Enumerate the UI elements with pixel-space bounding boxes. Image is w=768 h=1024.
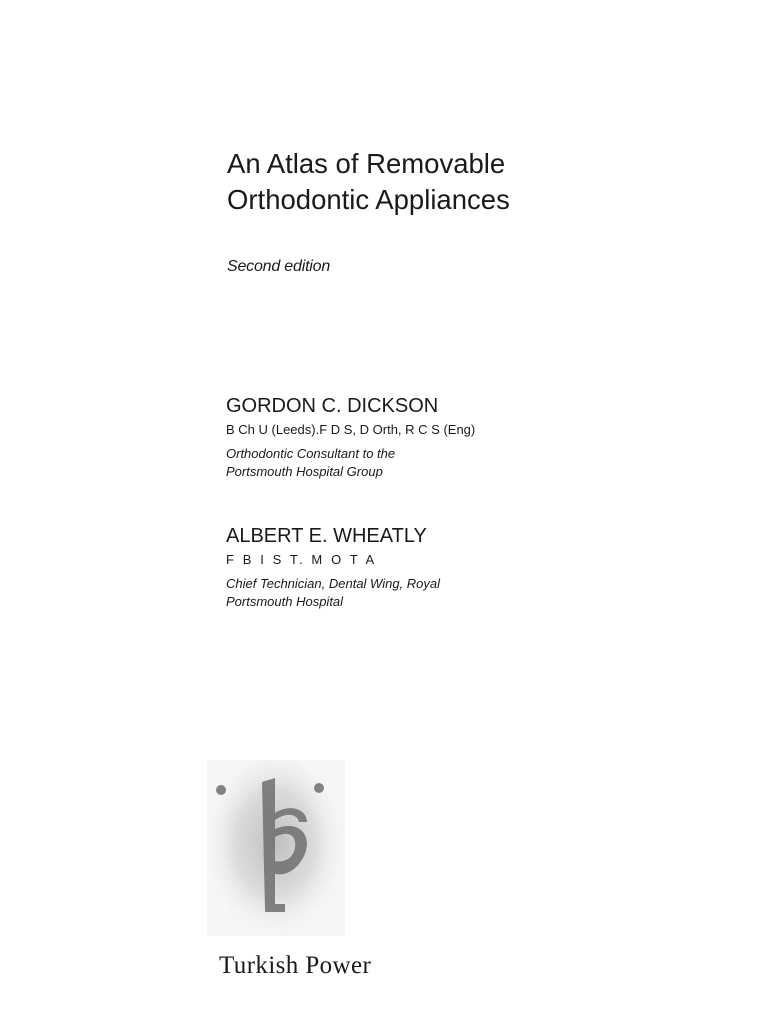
author-role-line-1: Chief Technician, Dental Wing, Royal	[226, 576, 441, 591]
author-role	[226, 575, 706, 611]
book-title	[227, 146, 707, 218]
author-block-wheatly	[226, 523, 706, 611]
author-qualifications: B Ch U (Leeds).F D S, D Orth, R C S (Eng)	[226, 422, 476, 437]
book-title-line-1: An Atlas of Removable	[227, 148, 506, 179]
author-role-line-2: Portsmouth Hospital Group	[226, 464, 383, 479]
publisher-logo-icon	[207, 760, 345, 936]
author-qualifications: F B I S T. M O T A	[226, 552, 377, 567]
edition-label: Second edition	[227, 258, 331, 275]
author-role	[226, 445, 706, 481]
author-name: GORDON C. DICKSON	[226, 395, 439, 417]
author-name: ALBERT E. WHEATLY	[226, 525, 427, 547]
author-block-dickson	[226, 393, 706, 481]
book-title-line-2: Orthodontic Appliances	[227, 184, 510, 215]
author-role-line-2: Portsmouth Hospital	[226, 594, 344, 609]
author-role-line-1: Orthodontic Consultant to the	[226, 446, 396, 461]
publisher-name: Turkish Power	[219, 952, 372, 979]
